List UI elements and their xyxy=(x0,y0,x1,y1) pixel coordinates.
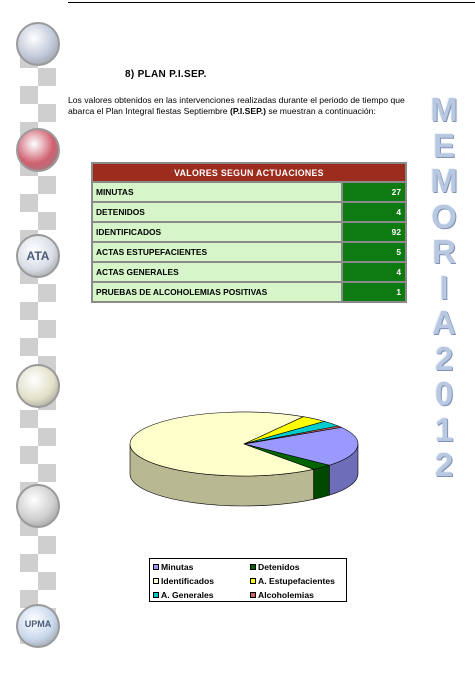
table-row xyxy=(93,283,405,301)
row-value: 4 xyxy=(343,203,405,221)
table-row xyxy=(93,223,405,241)
row-value: 1 xyxy=(343,283,405,301)
legend-swatch xyxy=(250,564,256,570)
legend-item xyxy=(250,576,335,586)
checker-square xyxy=(38,464,56,482)
checker-square xyxy=(38,428,56,446)
banner-letter: 0 xyxy=(434,375,454,412)
banner-letter: 2 xyxy=(434,339,454,377)
table-row xyxy=(93,243,405,261)
legend-item xyxy=(250,562,300,572)
legend-swatch xyxy=(250,592,256,598)
legend-label: Alcoholemias xyxy=(258,590,314,600)
seal-text: UPMA xyxy=(24,619,52,629)
banner-letter: M xyxy=(430,162,458,199)
upma-unit-badge-icon xyxy=(16,604,60,648)
banner-letter: R xyxy=(432,233,456,270)
seal-text: ATA xyxy=(26,249,50,263)
intro-text-end: se muestran a continuación: xyxy=(265,105,376,116)
intro-paragraph xyxy=(68,95,413,116)
checker-square xyxy=(38,572,56,590)
checker-square xyxy=(38,68,56,86)
pie-side-detenidos xyxy=(314,465,330,499)
checker-square xyxy=(38,176,56,194)
table-row xyxy=(93,203,405,221)
banner-letter: E xyxy=(432,126,455,164)
checker-square xyxy=(20,338,38,356)
legend-label: Detenidos xyxy=(258,562,300,572)
legend-label: A. Generales xyxy=(161,590,214,600)
checker-square xyxy=(20,302,38,320)
policia-barrio-badge-icon xyxy=(16,128,60,172)
legend-label: Minutas xyxy=(161,562,194,572)
legend-swatch xyxy=(153,564,159,570)
memoria-2012-banner xyxy=(428,92,460,483)
checker-square xyxy=(38,104,56,122)
banner-letter: 2 xyxy=(434,446,454,483)
legend-item xyxy=(153,590,214,600)
row-label: PRUEBAS DE ALCOHOLEMIAS POSITIVAS xyxy=(93,283,341,301)
chart-legend xyxy=(149,558,347,602)
checker-square xyxy=(38,284,56,302)
checker-square xyxy=(20,86,38,104)
row-label: MINUTAS xyxy=(93,183,341,201)
pie-chart xyxy=(124,404,374,524)
uot-unit-badge-icon xyxy=(16,364,60,408)
checker-square xyxy=(38,536,56,554)
legend-swatch xyxy=(153,578,159,584)
legend-item xyxy=(153,576,214,586)
banner-letter: M xyxy=(430,91,458,128)
banner-letter: 1 xyxy=(434,410,454,448)
legend-item xyxy=(153,562,193,572)
row-label: ACTAS ESTUPEFACIENTES xyxy=(93,243,341,261)
checker-square xyxy=(38,320,56,338)
banner-letter: A xyxy=(432,304,456,341)
top-rule xyxy=(68,2,475,3)
row-value: 5 xyxy=(343,243,405,261)
table-row xyxy=(93,263,405,281)
intro-plan-code: (P.I.SEP.) xyxy=(229,105,266,116)
row-label: IDENTIFICADOS xyxy=(93,223,341,241)
banner-letter: O xyxy=(431,197,457,235)
legend-label: A. Estupefacientes xyxy=(258,576,335,586)
checker-square xyxy=(38,212,56,230)
row-value: 4 xyxy=(343,263,405,281)
city-crest-icon xyxy=(16,22,60,66)
ata-unit-badge-icon xyxy=(16,234,60,278)
row-value: 27 xyxy=(343,183,405,201)
legend-item xyxy=(250,590,314,600)
table-row xyxy=(93,183,405,201)
checker-square xyxy=(20,194,38,212)
legend-swatch xyxy=(250,578,256,584)
values-table xyxy=(91,162,407,303)
row-value: 92 xyxy=(343,223,405,241)
intro-text: Los valores obtenidos en las intervenciones realizadas durante el periodo de tiempo que abarca el Plan Integral fiestas Septiembre xyxy=(68,95,405,116)
row-label: ACTAS GENERALES xyxy=(93,263,341,281)
checker-square xyxy=(20,446,38,464)
table-header: VALORES SEGUN ACTUACIONES xyxy=(93,164,405,181)
section-title: 8) PLAN P.I.SEP. xyxy=(125,69,207,80)
banner-letter: I xyxy=(439,268,449,306)
checker-square xyxy=(20,410,38,428)
row-label: DETENIDOS xyxy=(93,203,341,221)
legend-swatch xyxy=(153,592,159,598)
checker-square xyxy=(20,554,38,572)
unidad-canina-badge-icon xyxy=(16,484,60,528)
legend-label: Identificados xyxy=(161,576,215,586)
